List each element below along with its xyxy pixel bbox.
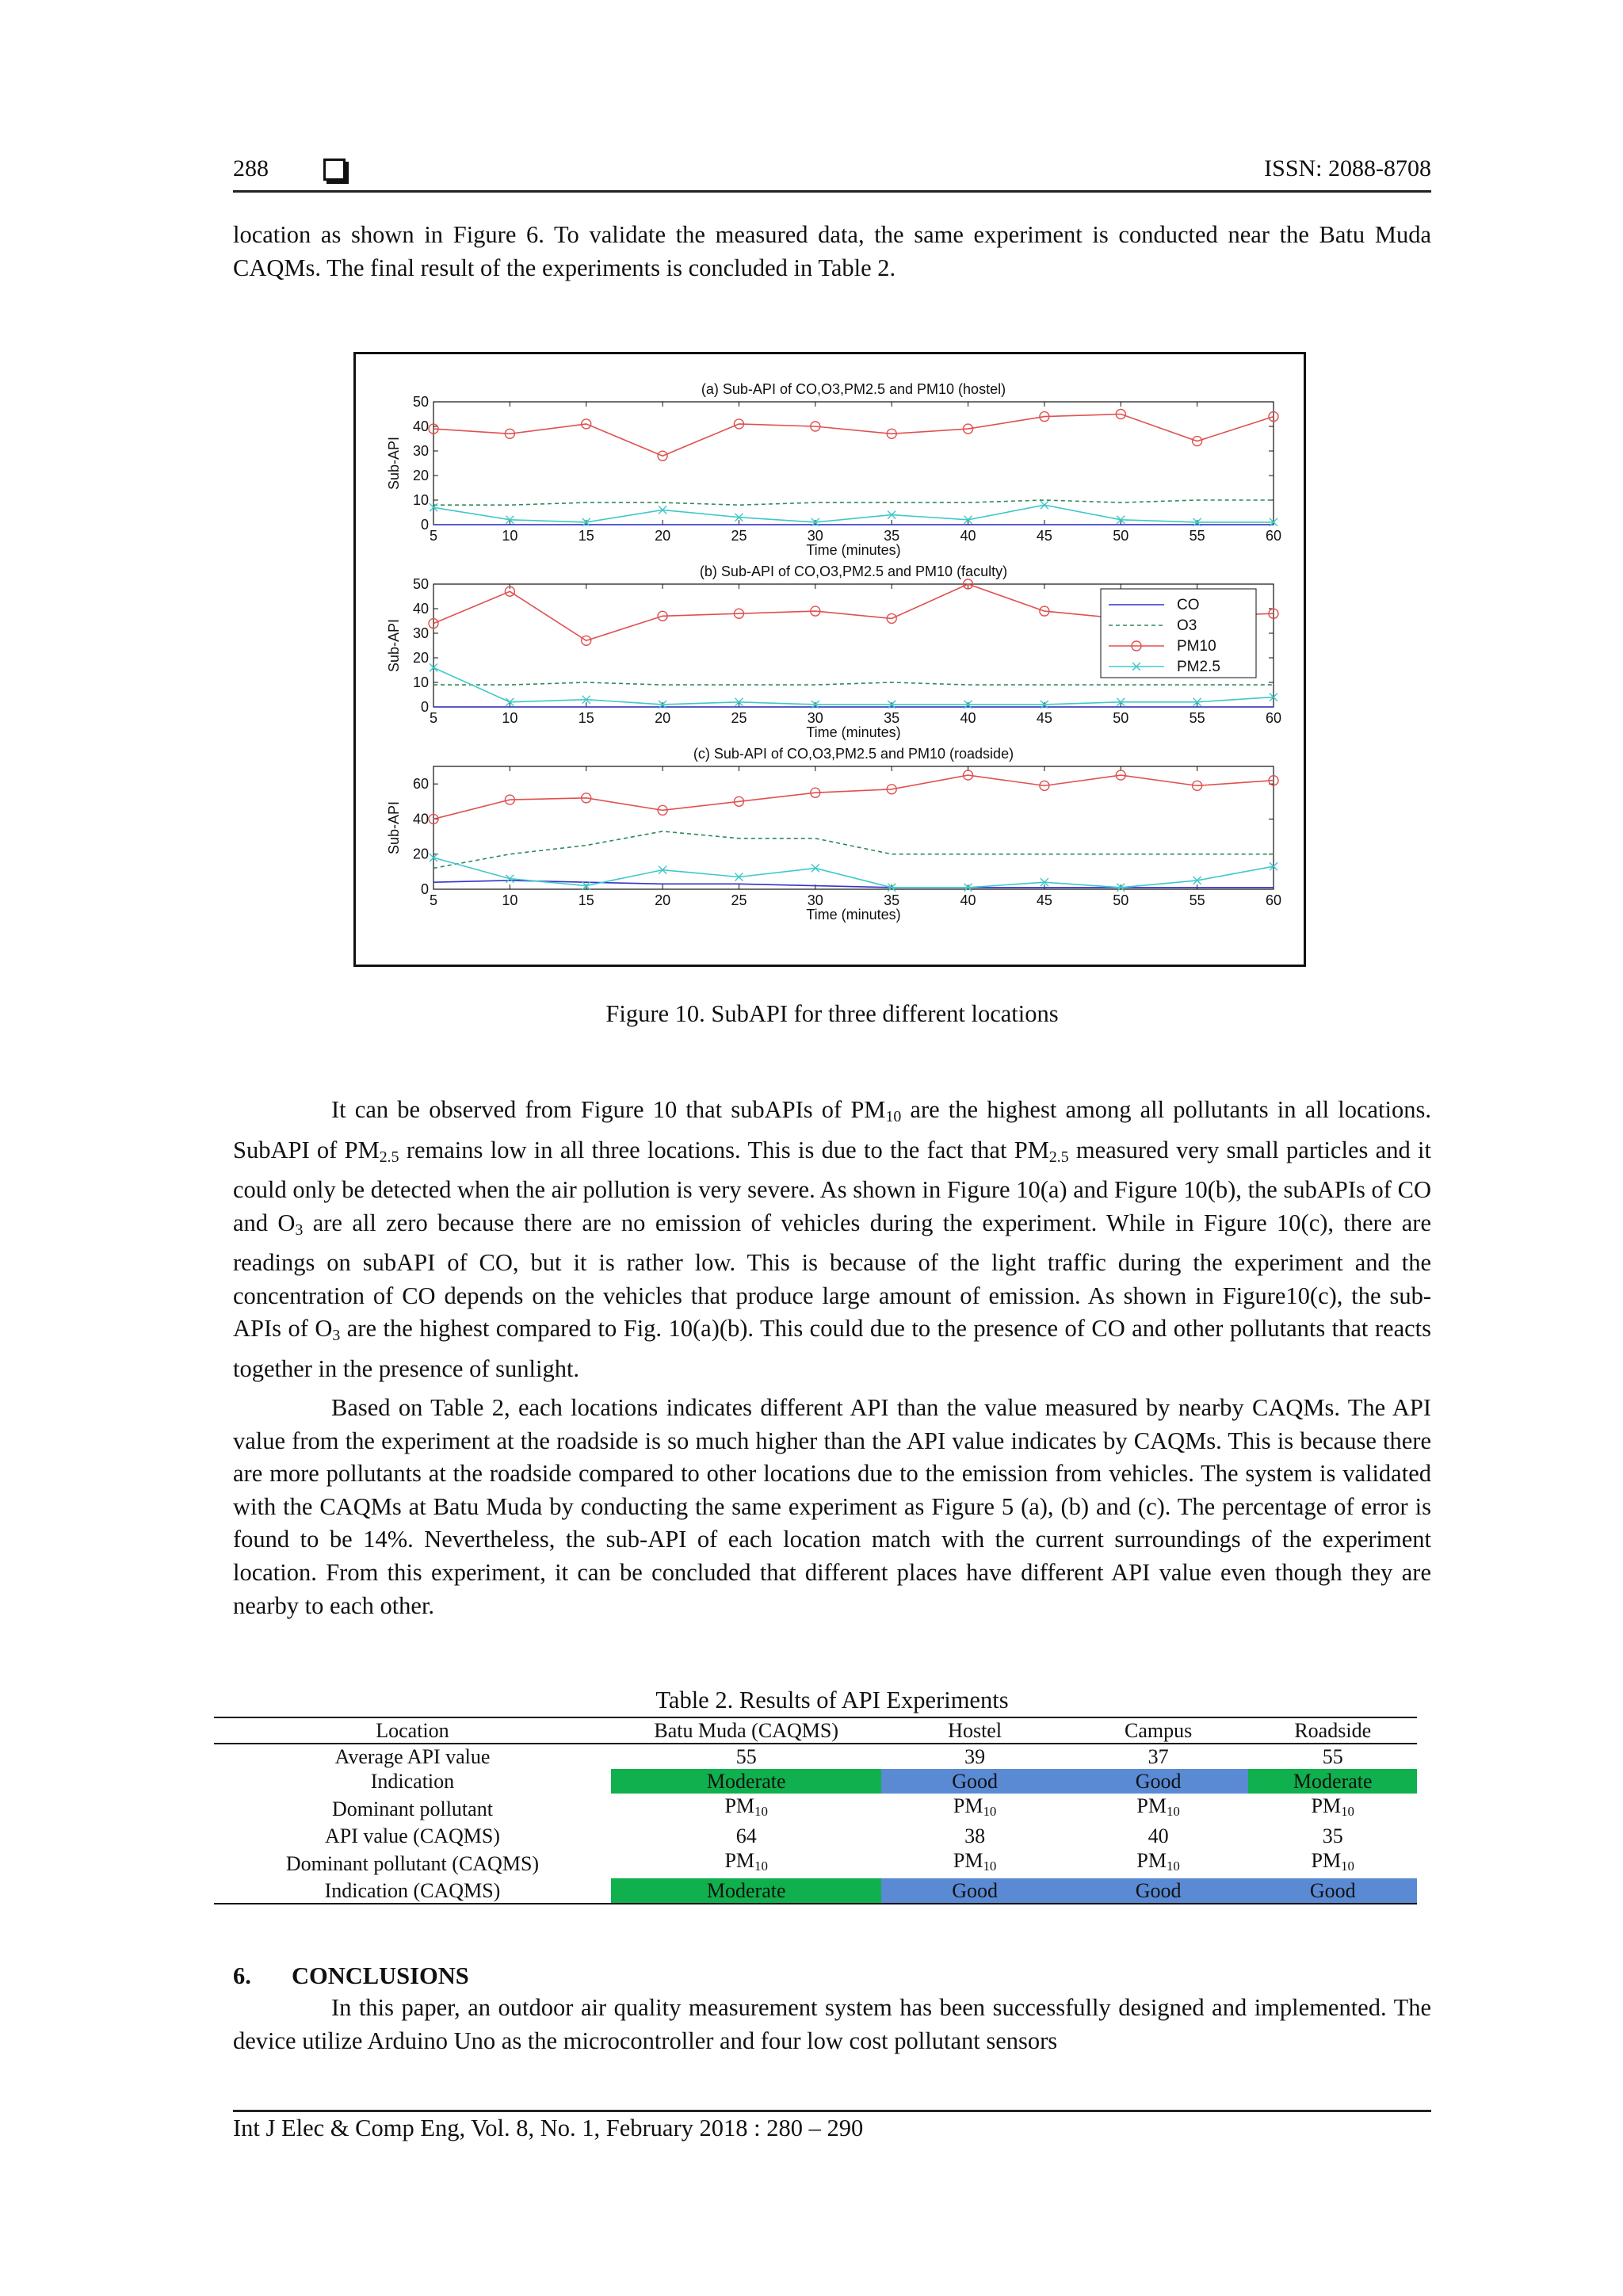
table-cell: $PM_{10}$ — [1136, 1794, 1180, 1820]
table-cell: $PM_{10}$ — [724, 1849, 768, 1874]
table-row — [214, 1744, 1417, 1769]
y-tick-label: 20 — [412, 468, 429, 483]
table-cell: 64 — [735, 1824, 757, 1848]
chart-title: (a) Sub-API of CO,O3,PM2.5 and PM10 (hostel) — [701, 381, 1006, 397]
table-header-row — [214, 1717, 1417, 1744]
page-number: 288 — [233, 155, 269, 181]
x-axis-label: Time (minutes) — [806, 542, 901, 558]
x-tick-label: 20 — [655, 892, 671, 908]
table-cell: Good — [1248, 1878, 1417, 1904]
plot-frame — [433, 766, 1274, 889]
subscript: 10 — [885, 1107, 902, 1125]
table-cell: 40 — [1148, 1824, 1169, 1848]
legend-label: O3 — [1177, 617, 1197, 634]
table-cell: Good — [1068, 1878, 1249, 1904]
y-tick-label: 20 — [412, 650, 429, 666]
y-tick-label: 30 — [412, 443, 429, 459]
subscript: 10 — [1341, 1859, 1354, 1874]
series-line-pm10 — [433, 415, 1274, 457]
row-label: API value (CAQMS) — [324, 1824, 500, 1848]
series-line-pm25 — [433, 505, 1274, 522]
table-cell: Moderate — [611, 1878, 882, 1904]
x-tick-label: 60 — [1265, 892, 1282, 908]
table-row — [214, 1848, 1417, 1878]
table-cell: $PM_{10}$ — [1136, 1849, 1180, 1874]
x-tick-label: 10 — [502, 892, 518, 908]
x-tick-label: 25 — [731, 710, 747, 726]
column-header: Batu Muda (CAQMS) — [611, 1717, 882, 1744]
footer-citation: Int J Elec & Comp Eng, Vol. 8, No. 1, February 2018 : 280 – 290 — [233, 2115, 864, 2141]
x-tick-label: 45 — [1036, 892, 1052, 908]
x-tick-label: 30 — [807, 710, 823, 726]
y-axis-label: Sub-API — [386, 436, 402, 491]
intro-paragraph: location as shown in Figure 6. To validate the measured data, the same experiment is conducted near the Batu Muda CAQMs. The final result of the experiments is concluded in Table 2. — [233, 221, 1431, 281]
row-label: Dominant pollutant (CAQMS) — [285, 1851, 540, 1875]
x-axis-label: Time (minutes) — [806, 907, 901, 923]
table-cell: 37 — [1148, 1745, 1169, 1768]
table-cell: Good — [881, 1769, 1067, 1794]
x-tick-label: 55 — [1189, 710, 1205, 726]
y-axis-label: Sub-API — [386, 800, 402, 855]
section-title: CONCLUSIONS — [292, 1962, 469, 1989]
series-line-pm25 — [433, 858, 1274, 888]
figure-caption: Figure 10. SubAPI for three different locations — [605, 1000, 1059, 1027]
x-tick-label: 5 — [429, 528, 438, 544]
issn: ISSN: 2088-8708 — [1264, 155, 1431, 181]
plot-frame — [433, 402, 1274, 525]
x-tick-label: 40 — [960, 892, 976, 908]
subscript: 10 — [754, 1859, 768, 1874]
legend-label: PM2.5 — [1177, 659, 1220, 675]
x-tick-label: 35 — [884, 892, 900, 908]
y-tick-label: 0 — [420, 517, 429, 533]
subapi-charts — [356, 354, 1304, 965]
table-row — [214, 1824, 1417, 1848]
x-tick-label: 20 — [655, 710, 671, 726]
x-tick-label: 15 — [578, 528, 594, 544]
x-tick-label: 45 — [1036, 528, 1052, 544]
table-cell: Good — [1068, 1769, 1249, 1794]
y-tick-label: 0 — [420, 699, 429, 715]
series-line-o3 — [433, 500, 1274, 505]
subscript: 10 — [1166, 1859, 1180, 1874]
subscript: 10 — [754, 1804, 768, 1820]
x-tick-label: 60 — [1265, 528, 1282, 544]
y-tick-label: 20 — [412, 846, 429, 862]
table-row — [214, 1769, 1417, 1794]
x-tick-label: 25 — [731, 528, 747, 544]
table-row — [214, 1794, 1417, 1824]
subscript: 10 — [1166, 1804, 1180, 1820]
x-tick-label: 50 — [1113, 710, 1129, 726]
column-header: Location — [214, 1717, 611, 1744]
x-tick-label: 40 — [960, 710, 976, 726]
subscript: 3 — [332, 1327, 341, 1345]
column-header: Hostel — [881, 1717, 1067, 1744]
x-tick-label: 30 — [807, 528, 823, 544]
x-tick-label: 50 — [1113, 528, 1129, 544]
table-row — [214, 1878, 1417, 1904]
table-cell: Moderate — [1248, 1769, 1417, 1794]
table-cell: $PM_{10}$ — [953, 1794, 997, 1820]
conclusion-paragraph: In this paper, an outdoor air quality measurement system has been successfully designed and implemented. The device utilize Arduino Uno as the microcontroller and four low cost pollutant sensors — [233, 1994, 1431, 2054]
row-label: Dominant pollutant — [332, 1797, 493, 1820]
legend-label: PM10 — [1177, 638, 1216, 655]
section-heading — [233, 1962, 469, 1990]
table-cell: 38 — [964, 1824, 986, 1848]
section-number: 6. — [233, 1962, 251, 1989]
x-tick-label: 55 — [1189, 528, 1205, 544]
table-cell: 39 — [964, 1745, 986, 1768]
x-tick-label: 5 — [429, 892, 438, 908]
results-table — [214, 1717, 1417, 1904]
x-tick-label: 20 — [655, 528, 671, 544]
x-tick-label: 10 — [502, 528, 518, 544]
header-divider — [233, 190, 1431, 193]
series-line-o3 — [433, 682, 1274, 685]
table-cell: 55 — [735, 1745, 757, 1768]
subscript: 3 — [295, 1221, 304, 1239]
figure-10 — [353, 352, 1306, 967]
series-line-co — [433, 881, 1274, 888]
column-header: Roadside — [1248, 1717, 1417, 1744]
x-axis-label: Time (minutes) — [806, 724, 901, 740]
subscript: 2.5 — [1048, 1148, 1069, 1166]
table-cell: Moderate — [611, 1769, 882, 1794]
y-axis-label: Sub-API — [386, 618, 402, 673]
table-cell: $PM_{10}$ — [1311, 1794, 1354, 1820]
x-tick-label: 50 — [1113, 892, 1129, 908]
checkbox-square-icon — [323, 159, 346, 181]
y-tick-label: 10 — [412, 492, 429, 508]
chart-title: (b) Sub-API of CO,O3,PM2.5 and PM10 (faculty) — [699, 563, 1008, 579]
table-cell: $PM_{10}$ — [724, 1794, 768, 1820]
column-header: Campus — [1068, 1717, 1249, 1744]
x-tick-label: 60 — [1265, 710, 1282, 726]
y-tick-label: 10 — [412, 674, 429, 690]
subscript: 2.5 — [379, 1148, 399, 1166]
y-tick-label: 50 — [412, 576, 429, 592]
table-cell: Good — [881, 1878, 1067, 1904]
table-cell: $PM_{10}$ — [953, 1849, 997, 1874]
legend-label: CO — [1177, 597, 1200, 613]
x-tick-label: 15 — [578, 710, 594, 726]
y-tick-label: 40 — [412, 601, 429, 617]
y-tick-label: 30 — [412, 625, 429, 641]
x-tick-label: 35 — [884, 528, 900, 544]
body-paragraph-2: Based on Table 2, each locations indicates different API than the value measured by nearby CAQMs. The API value from the experiment at the roadside is so much higher than the API value indicates by CAQMs. This is because there are more pollutants at the roadside compared to other locations due to the emission from vehicles. The system is validated with the CAQMs at Batu Muda by conducting the same experiment as Figure 5 (a), (b) and (c). The percentage of error is found to be 14%. Nevertheless, the sub-API of each location match with the current surroundings of the experiment location. From this experiment, it can be concluded that different places have different API value even though they are nearby to each other. — [233, 1394, 1431, 1619]
row-label: Indication — [370, 1770, 455, 1793]
x-tick-label: 5 — [429, 710, 438, 726]
y-tick-label: 40 — [412, 811, 429, 827]
table-cell: 35 — [1322, 1824, 1343, 1848]
table-cell: $PM_{10}$ — [1311, 1849, 1354, 1874]
row-label: Average API value — [334, 1745, 491, 1768]
series-line-o3 — [433, 831, 1274, 869]
x-tick-label: 25 — [731, 892, 747, 908]
x-tick-label: 30 — [807, 892, 823, 908]
x-tick-label: 10 — [502, 710, 518, 726]
y-tick-label: 50 — [412, 394, 429, 410]
x-tick-label: 55 — [1189, 892, 1205, 908]
x-tick-label: 45 — [1036, 710, 1052, 726]
subscript: 10 — [983, 1804, 997, 1820]
subscript: 10 — [1341, 1804, 1354, 1820]
subscript: 10 — [983, 1859, 997, 1874]
footer-divider — [233, 2110, 1431, 2112]
x-tick-label: 35 — [884, 710, 900, 726]
table-title: Table 2. Results of API Experiments — [655, 1687, 1009, 1713]
y-tick-label: 0 — [420, 881, 429, 897]
y-tick-label: 60 — [412, 776, 429, 793]
body-paragraph-1: It can be observed from Figure 10 that subAPIs of $PM_{10}$ are the highest among all pollutants in all locations. SubAPI of $PM_{2.5}$ remains low in all three locations. This is due to the fact that $PM_{2.5}$ measured very small particles and it could only be detected when the air pollution is very severe. As shown in Figure 10(a) and Figure 10(b), the subAPIs of CO and $O_3$ are all zero because there are no emission of vehicles during the experiment. While in Figure 10(c), there are readings on subAPI of CO, but it is rather low. This is because of the light traffic during the experiment and the concentration of CO depends on the vehicles that produce large amount of emission. As shown in Figure10(c), the sub-APIs of $O_3$ are the highest compared to Fig. 10(a)(b). This could due to the presence of CO and other pollutants that reacts together in the presence of sunlight. — [233, 1096, 1431, 1382]
y-tick-label: 40 — [412, 418, 429, 434]
x-tick-label: 15 — [578, 892, 594, 908]
chart-title: (c) Sub-API of CO,O3,PM2.5 and PM10 (roadside) — [693, 746, 1014, 762]
x-tick-label: 40 — [960, 528, 976, 544]
row-label: Indication (CAQMS) — [214, 1878, 611, 1904]
table-cell: 55 — [1322, 1745, 1343, 1768]
series-line-pm10 — [433, 775, 1274, 819]
